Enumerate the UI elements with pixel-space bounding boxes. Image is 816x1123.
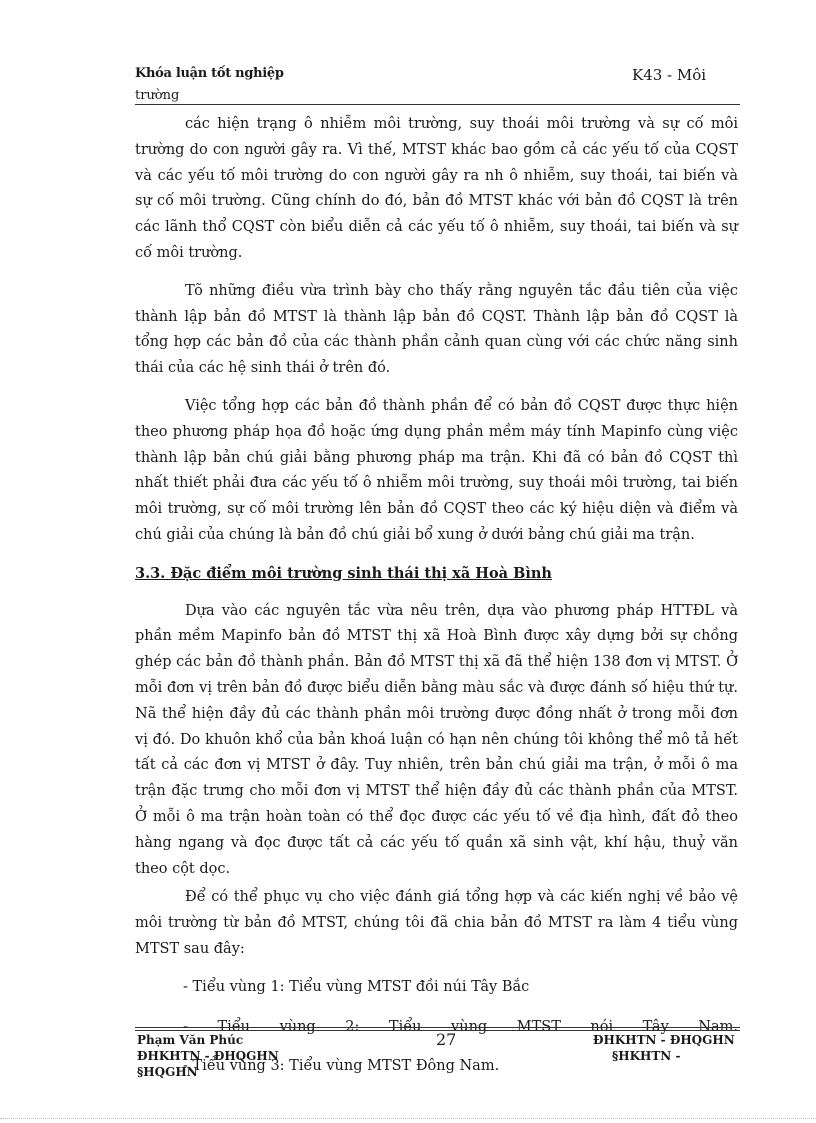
footer-left-org: ĐHKHTN - ĐHQGHN xyxy=(137,1049,279,1063)
paragraph-1: các hiện trạng ô nhiễm môi trường, suy thoái môi trường và sự cố môi trường do con người gây ra. Vì thế, MTST khác bao gồm cả các yếu tố của CQST và các yếu tố môi trường do con người gây ra nh ô nhiễm, suy thoái, tai biến và sự cố môi trường. Cũng chính do đó, bản đồ MTST khác với bản đồ CQST là trên các lãnh thổ CQST còn biểu diễn cả các yếu tố ô nhiễm, suy thoái, tai biến và sự cố môi trường. xyxy=(135,116,738,261)
footer-right-wrap: §HKHTN - xyxy=(612,1049,681,1063)
footer-author: Phạm Văn Phúc xyxy=(137,1033,244,1047)
footer-left-wrap: §HQGHN xyxy=(137,1065,198,1079)
paragraph-4: Dựa vào các nguyên tắc vừa nêu trên, dựa vào phương pháp HTTĐL và phần mềm Mapinfo bản đồ MTST thị xã Hoà Bình được xây dựng bởi sự chồng ghép các bản đồ thành phần. Bản đồ MTST thị xã đã thể hiện 138 đơn vị MTST. Ở mỗi đơn vị trên bản đồ được biểu diễn bằng màu sắc và được đánh số hiệu thứ tự. Nã thể hiện đầy đủ các thành phần môi trường được đồng nhất ở trong mỗi đơn vị đó. Do khuôn khổ của bản khoá luận có hạn nên chúng tôi không thể mô tả hết tất cả các đơn vị MTST ở đây. Tuy nhiên, trên bản chú giải ma trận, ở mỗi ô ma trận đặc trưng cho mỗi đơn vị MTST thể hiện đầy đủ các thành phần của MTST. Ở mỗi ô ma trận hoàn toàn có thể đọc được các yếu tố về địa hình, đất đỏ theo hàng ngang và đọc được tất cả các yếu tố quần xã sinh vật, khí hậu, thuỷ văn theo cột dọc. xyxy=(135,602,738,877)
list-item-subregion-1: - Tiểu vùng 1: Tiểu vùng MTST đồi núi Tây Bắc xyxy=(183,978,530,995)
section-heading: 3.3. Đặc điểm môi trường sinh thái thị xã Hoà Bình xyxy=(135,564,552,582)
page-number: 27 xyxy=(436,1030,457,1049)
document-body xyxy=(135,112,738,1094)
paragraph-5: Để có thể phục vụ cho việc đánh giá tổng hợp và các kiến nghị về bảo vệ môi trường từ bản đồ MTST, chúng tôi đã chia bản đồ MTST ra làm 4 tiểu vùng MTST sau đây: xyxy=(135,889,738,957)
footer-divider xyxy=(135,1027,740,1028)
paragraph-2: Tõ những điều vừa trình bày cho thấy rằng nguyên tắc đầu tiên của việc thành lập bản đồ MTST là thành lập bản đồ CQST. Thành lập bản đồ CQST là tổng hợp các bản đồ của các thành phần cảnh quan cùng với các chức năng sinh thái của các hệ sinh thái ở trên đó. xyxy=(135,282,738,377)
list-item-subregion-3: - Tiểu vùng 3: Tiểu vùng MTST Đông Nam. xyxy=(183,1058,500,1075)
header-title: Khóa luận tốt nghiệp xyxy=(135,66,284,81)
list-item-subregion-2: - Tiểu vùng 2: Tiểu vùng MTST nói Tây Nam. xyxy=(183,1018,738,1035)
header-title-wrap: trường xyxy=(135,88,180,103)
header-divider xyxy=(135,104,740,105)
header-class: K43 - Môi xyxy=(632,66,707,84)
paragraph-3: Việc tổng hợp các bản đồ thành phần để có bản đồ CQST được thực hiện theo phương pháp họa đồ hoặc ứng dụng phần mềm máy tính Mapinfo cùng việc thành lập bản chú giải bằng phương pháp ma trận. Khi đã có bản đồ CQST thì nhất thiết phải đưa các yếu tố ô nhiễm môi trường, suy thoái môi trường, tai biến môi trường, sự cố môi trường lên bản đồ CQST theo các ký hiệu diện và điểm và chú giải của chúng là bản đồ chú giải bổ xung ở dưới bảng chú giải ma trận. xyxy=(135,397,738,543)
footer-right-org: ĐHKHTN - ĐHQGHN xyxy=(593,1033,735,1047)
page-edge xyxy=(0,1118,816,1119)
